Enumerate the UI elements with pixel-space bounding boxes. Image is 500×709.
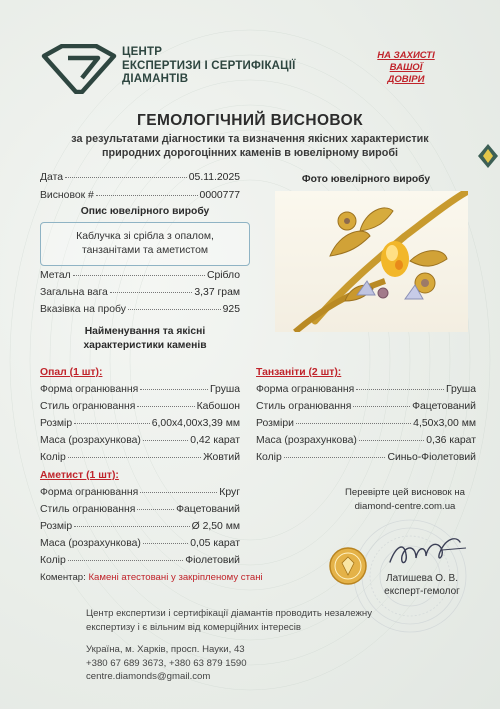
opal-row [40, 401, 240, 412]
amethyst-row-value: Ø 2,50 мм [191, 521, 240, 532]
slogan [360, 50, 452, 90]
date-value: 05.11.2025 [188, 172, 240, 183]
org-name-line2: ЕКСПЕРТИЗИ І СЕРТИФІКАЦІЇ [122, 59, 296, 72]
comment-label: Коментар: [40, 572, 86, 583]
amethyst-row [40, 538, 240, 549]
signer-block [372, 572, 472, 598]
stones-title-line1: Найменування та якісні [84, 326, 206, 337]
tanzanite-row-value: Синьо-Фіолетовий [387, 452, 476, 463]
footer-line1: Центр експертизи і сертифікації діамантів проводить незалежну [86, 608, 372, 619]
contact-info [86, 643, 426, 684]
email-line[interactable]: centre.diamonds@gmail.com [86, 671, 211, 682]
amethyst-row-value: Фацетований [176, 504, 240, 515]
opal-row-label: Колір [40, 452, 66, 463]
signature-icon [382, 532, 472, 572]
tanzanite-row [256, 435, 476, 446]
opal-row-value: Жовтий [203, 452, 240, 463]
opal-row-value: 6,00х4,00х3,39 мм [151, 418, 240, 429]
tanzanite-row [256, 452, 476, 463]
tanzanite-section-title: Танзаніти (2 шт): [256, 367, 342, 378]
metal-field [40, 270, 240, 281]
document-title: ГЕМОЛОГІЧНИЙ ВИСНОВОК [137, 112, 363, 129]
opal-row-label: Розмір [40, 418, 73, 429]
photo-label: Фото ювелірного виробу [301, 174, 431, 185]
opal-row-label: Форма огранювання [40, 384, 139, 395]
subtitle-line2: природних дорогоцінних каменів в ювелірному виробі [101, 147, 399, 159]
verify-link[interactable]: diamond-centre.com.ua [354, 501, 456, 512]
amethyst-row-label: Форма огранювання [40, 487, 139, 498]
signer-name: Латишева О. В. [386, 573, 458, 584]
footer-line2: експертизу і є вільним від комерційних інтересів [86, 622, 301, 633]
verify-note [325, 486, 485, 514]
document-subtitle [0, 132, 500, 160]
verify-line1: Перевірте цей висновок на [345, 487, 465, 498]
tanzanite-row-value: Груша [445, 384, 476, 395]
opal-row-label: Стиль огранювання [40, 401, 136, 412]
description-line2: танзанітами та аметистом [82, 245, 208, 256]
metal-value: Срібло [206, 270, 240, 281]
opal-row-value: 0,42 карат [190, 435, 240, 446]
tanzanite-row [256, 384, 476, 395]
amethyst-row [40, 487, 240, 498]
ring-illustration [275, 191, 468, 332]
amethyst-row [40, 504, 240, 515]
weight-label: Загальна вага [40, 287, 108, 298]
number-value: 0000777 [199, 190, 240, 201]
phone-line: +380 67 689 3673, +380 63 879 1590 [86, 657, 247, 669]
amethyst-row [40, 521, 240, 532]
amethyst-row-label: Маса (розрахункова) [40, 538, 141, 549]
weight-value: 3,37 грам [194, 287, 240, 298]
tanzanite-row-label: Форма огранювання [256, 384, 355, 395]
tanzanite-row [256, 418, 476, 429]
opal-row [40, 418, 240, 429]
stones-title-line2: характеристики каменів [83, 340, 207, 351]
jewelry-photo [275, 191, 468, 332]
tanzanite-row-label: Стиль огранювання [256, 401, 352, 412]
amethyst-row [40, 555, 240, 566]
subtitle-line1: за результатами діагностики та визначення якісних характеристик [71, 133, 429, 145]
organization-name [122, 46, 296, 87]
tanzanite-row-value: Фацетований [412, 401, 476, 412]
amethyst-row-value: Фіолетовий [185, 555, 240, 566]
opal-row-value: Кабошон [196, 401, 240, 412]
diamond-logo-icon [38, 44, 118, 94]
comment-text: Камені атестовані у закріпленому стані [88, 572, 263, 583]
hologram-badge-icon [476, 142, 500, 170]
tanzanite-row-label: Маса (розрахункова) [256, 435, 357, 446]
amethyst-row-label: Стиль огранювання [40, 504, 136, 515]
org-name-line3: ДІАМАНТІВ [122, 73, 189, 85]
number-label: Висновок # [40, 190, 94, 201]
gold-seal-icon [328, 546, 368, 586]
opal-row-label: Маса (розрахункова) [40, 435, 141, 446]
amethyst-row-label: Колір [40, 555, 66, 566]
amethyst-row-value: Круг [219, 487, 240, 498]
tanzanite-row-label: Колір [256, 452, 282, 463]
org-name-line1: ЦЕНТР [122, 46, 163, 58]
probe-value: 925 [222, 304, 240, 315]
slogan-line3: ДОВІРИ [387, 74, 425, 85]
independence-note [86, 607, 426, 635]
date-field [40, 172, 240, 183]
description-line1: Каблучка зі срібла з опалом, [76, 231, 214, 242]
metal-label: Метал [40, 270, 71, 281]
slogan-line1: НА ЗАХИСТІ [377, 50, 435, 61]
amethyst-row-label: Розмір [40, 521, 73, 532]
opal-row [40, 435, 240, 446]
probe-field [40, 304, 240, 315]
amethyst-section-title: Аметист (1 шт): [40, 470, 119, 481]
tanzanite-row-value: 4,50х3,00 мм [413, 418, 476, 429]
weight-field [40, 287, 240, 298]
stones-title [40, 325, 250, 353]
date-label: Дата [40, 172, 64, 183]
address-line: Україна, м. Харків, просп. Науки, 43 [86, 644, 245, 655]
description-box [40, 222, 250, 266]
opal-row [40, 384, 240, 395]
tanzanite-row [256, 401, 476, 412]
conclusion-number-field [40, 190, 240, 201]
slogan-line2: ВАШОЇ [389, 62, 423, 73]
description-title: Опис ювелірного виробу [80, 206, 210, 217]
tanzanite-row-label: Розміри [256, 418, 294, 429]
opal-section-title: Опал (1 шт): [40, 367, 103, 378]
amethyst-row-value: 0,05 карат [190, 538, 240, 549]
probe-label: Вказівка на пробу [40, 304, 126, 315]
opal-row-value: Груша [209, 384, 240, 395]
comment [40, 572, 263, 583]
signer-role: експерт-гемолог [384, 586, 460, 597]
tanzanite-row-value: 0,36 карат [426, 435, 476, 446]
opal-row [40, 452, 240, 463]
